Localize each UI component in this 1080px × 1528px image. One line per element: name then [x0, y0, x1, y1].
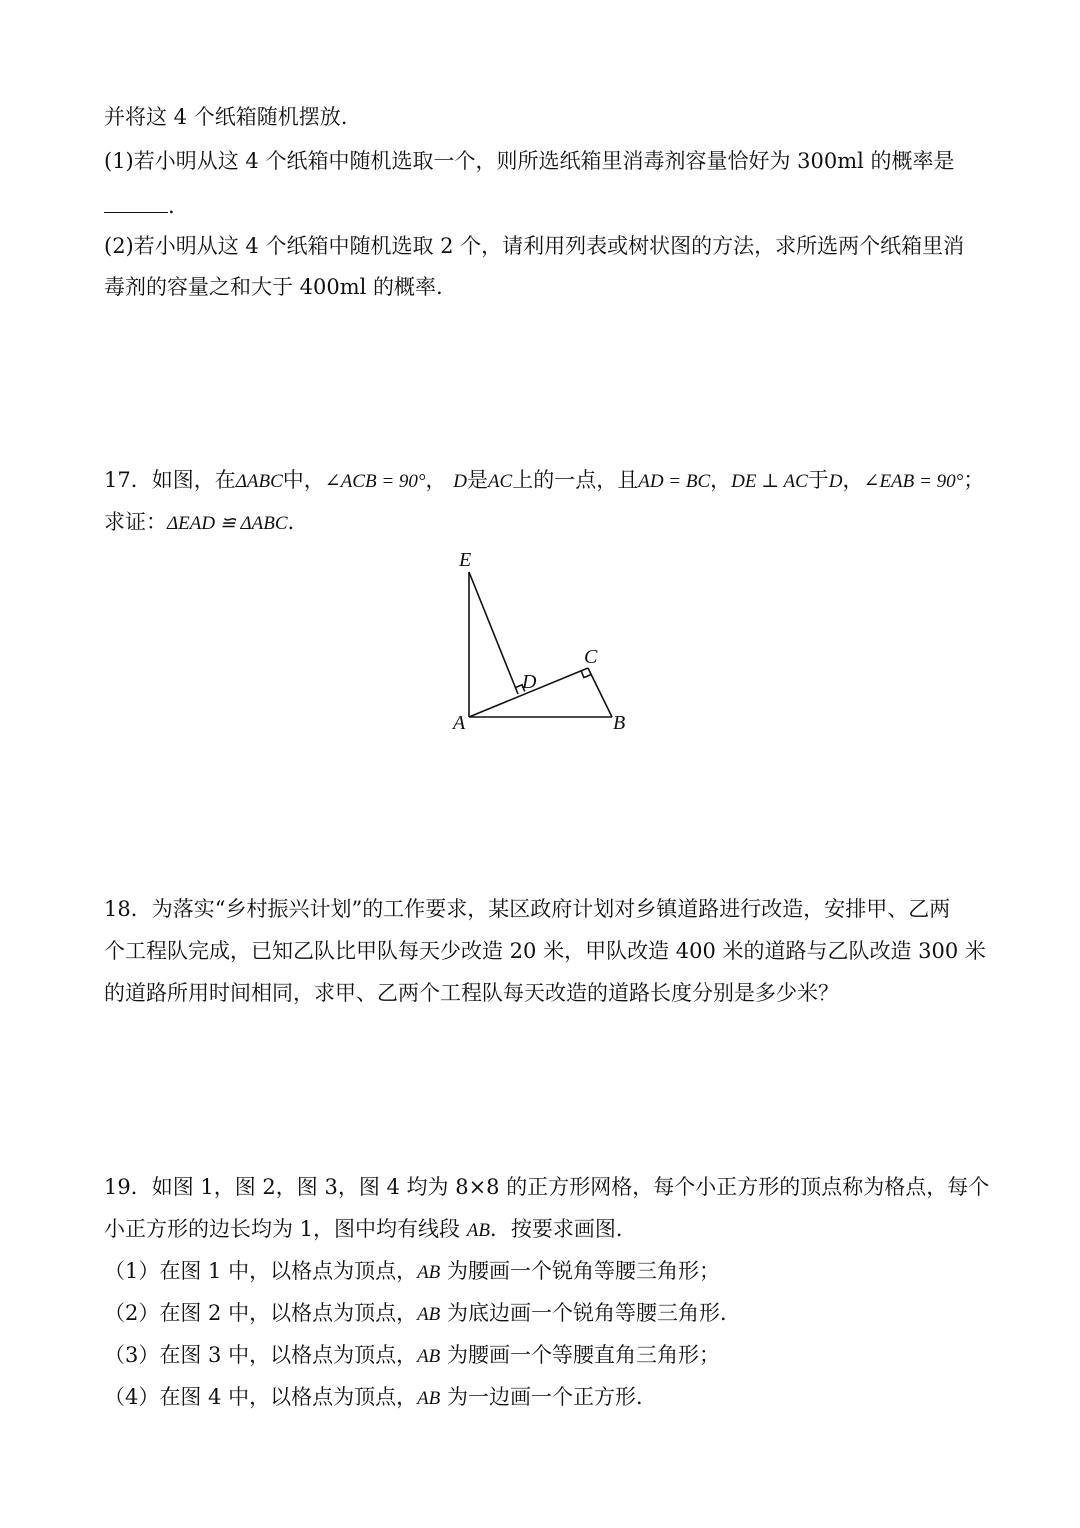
p17-math: D — [453, 471, 467, 492]
p19-line2-text: ．按要求画图． — [489, 1217, 637, 1241]
p16-part1-end: . — [168, 194, 175, 218]
segment-EB-line — [469, 572, 518, 694]
p16-part2-line2: 毒剂的容量之和大于 400ml 的概率. — [104, 275, 443, 299]
prove-end: . — [287, 510, 295, 534]
p17-text: 中， — [282, 468, 325, 492]
p19-line2-text: 小正方形的边长均为 1，图中均有线段 — [104, 1217, 467, 1241]
p19-item-3 — [104, 1340, 720, 1372]
p16-part1: (1)若小明从这 4 个纸箱中随机选取一个，则所选纸箱里消毒剂容量恰好为 300ml 的概率是 — [104, 149, 955, 173]
p17-text: 如图，在 — [151, 468, 236, 492]
p16-line1: 并将这 4 个纸箱随机摆放. — [104, 105, 348, 129]
item-prefix: （2）在图 2 中，以格点为顶点， — [104, 1301, 418, 1325]
prove-math: ΔEAD ≌ ΔABC — [167, 513, 288, 534]
item-seg: AB — [417, 1388, 441, 1409]
p19-item-1 — [104, 1256, 720, 1288]
p18-line3: 的道路所用时间相同，求甲、乙两个工程队每天改造的道路长度分别是多少米？ — [104, 981, 839, 1005]
item-suffix: 为底边画一个锐角等腰三角形． — [440, 1301, 741, 1325]
p18-line2: 个工程队完成，已知乙队比甲队每天少改造 20 米，甲队改造 400 米的道路与乙队改造 300 米 — [104, 939, 986, 963]
p17-number: 17． — [104, 468, 152, 492]
p17-math: AC — [487, 471, 513, 492]
item-seg: AB — [417, 1304, 441, 1325]
p19-item-2 — [104, 1298, 741, 1330]
p17-math: DE ⊥ AC — [731, 471, 808, 492]
p16-part2-line1: (2)若小明从这 4 个纸箱中随机选取 2 个，请利用列表或树状图的方法，求所选两个纸箱里消 — [104, 234, 965, 258]
p17-statement — [104, 465, 984, 497]
label-E: E — [459, 549, 472, 571]
p17-math: AD = BC — [638, 471, 711, 492]
p17-text: 上的一点，且 — [512, 468, 639, 492]
p18-line1: 18．为落实“乡村振兴计划”的工作要求，某区政府计划对乡镇道路进行改造，安排甲、乙两 — [104, 897, 951, 921]
item-prefix: （1）在图 1 中，以格点为顶点， — [104, 1259, 418, 1283]
item-seg: AB — [417, 1262, 441, 1283]
p16-part1-answer — [104, 190, 175, 221]
label-A: A — [453, 712, 466, 734]
label-B: B — [613, 712, 626, 734]
p17-text: ， — [710, 468, 732, 492]
p17-text: ； — [963, 468, 985, 492]
prove-label: 求证： — [104, 510, 167, 534]
p17-math: ∠EAB = 90° — [863, 471, 964, 492]
p17-text: ， — [842, 468, 864, 492]
answer-blank[interactable] — [104, 190, 168, 213]
item-seg: AB — [417, 1346, 441, 1367]
p19-seg: AB — [466, 1220, 490, 1241]
item-prefix: （4）在图 4 中，以格点为顶点， — [104, 1385, 418, 1409]
p17-text: ， — [425, 468, 447, 492]
p17-math: ΔABC — [235, 471, 283, 492]
item-suffix: 为一边画一个正方形． — [440, 1385, 657, 1409]
label-C: C — [584, 646, 598, 668]
segment-CB — [588, 668, 612, 717]
p17-math: D — [828, 471, 843, 492]
p17-prove — [104, 507, 294, 539]
item-suffix: 为腰画一个等腰直角三角形； — [440, 1343, 720, 1367]
p17-text: 是 — [466, 468, 488, 492]
p19-item-4 — [104, 1382, 657, 1414]
label-D: D — [522, 671, 537, 693]
item-prefix: （3）在图 3 中，以格点为顶点， — [104, 1343, 418, 1367]
triangle-figure — [440, 540, 640, 740]
p19-line2 — [104, 1214, 637, 1246]
p17-math: ∠ACB = 90° — [324, 471, 426, 492]
p19-line1: 19．如图 1，图 2，图 3，图 4 均为 8×8 的正方形网格，每个小正方形的顶点称为格点，每个 — [104, 1175, 990, 1199]
item-suffix: 为腰画一个锐角等腰三角形； — [440, 1259, 720, 1283]
p17-text: 于 — [807, 468, 829, 492]
